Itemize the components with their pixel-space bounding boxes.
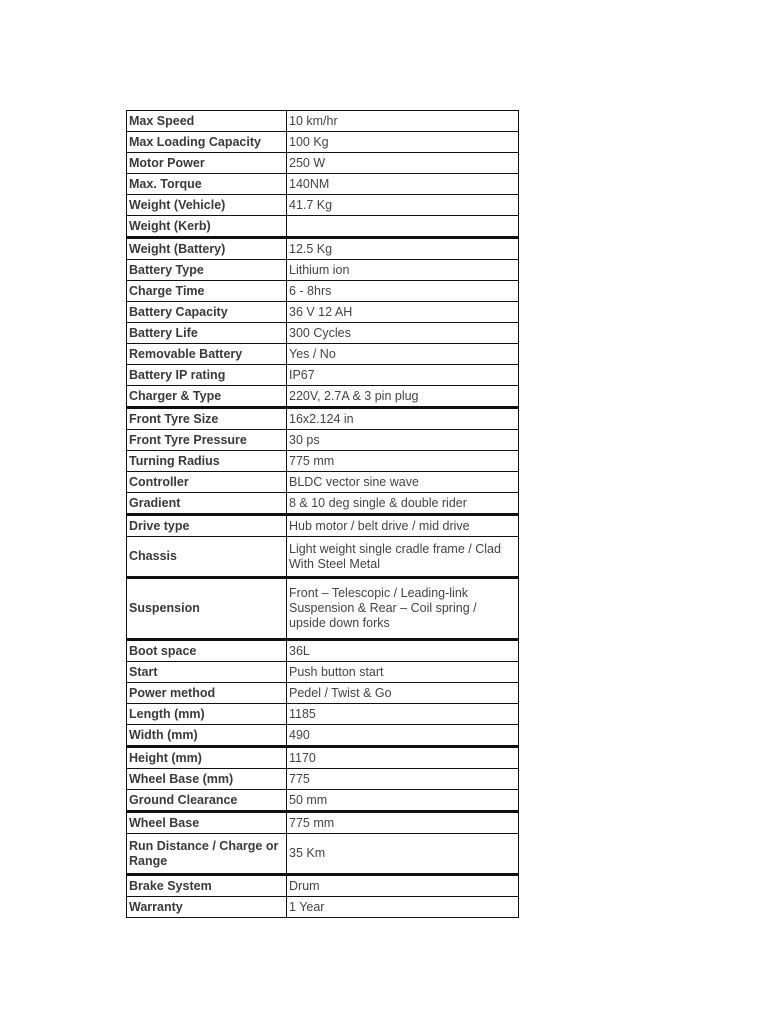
spec-value: 140NM — [287, 174, 519, 195]
table-row — [127, 386, 519, 408]
spec-label: Turning Radius — [127, 451, 287, 472]
spec-label: Drive type — [127, 515, 287, 537]
table-row — [127, 281, 519, 302]
spec-value: 50 mm — [287, 790, 519, 812]
spec-value: 100 Kg — [287, 132, 519, 153]
spec-value: Pedel / Twist & Go — [287, 683, 519, 704]
spec-value: 12.5 Kg — [287, 238, 519, 260]
table-row — [127, 834, 519, 875]
spec-label: Weight (Kerb) — [127, 216, 287, 238]
spec-value: 1 Year — [287, 897, 519, 918]
spec-value: 1185 — [287, 704, 519, 725]
spec-label: Start — [127, 662, 287, 683]
spec-label: Gradient — [127, 493, 287, 515]
spec-label: Weight (Vehicle) — [127, 195, 287, 216]
table-row — [127, 537, 519, 578]
table-row — [127, 812, 519, 834]
table-row — [127, 430, 519, 451]
spec-label: Max Speed — [127, 111, 287, 132]
spec-value — [287, 216, 519, 238]
table-row — [127, 578, 519, 640]
spec-label: Ground Clearance — [127, 790, 287, 812]
table-row — [127, 302, 519, 323]
spec-label: Battery Capacity — [127, 302, 287, 323]
spec-label: Front Tyre Size — [127, 408, 287, 430]
spec-value: 30 ps — [287, 430, 519, 451]
spec-label: Wheel Base — [127, 812, 287, 834]
table-row — [127, 260, 519, 281]
table-row — [127, 195, 519, 216]
spec-value: BLDC vector sine wave — [287, 472, 519, 493]
spec-value: 10 km/hr — [287, 111, 519, 132]
spec-value: 36L — [287, 640, 519, 662]
table-row — [127, 408, 519, 430]
spec-value: 220V, 2.7A & 3 pin plug — [287, 386, 519, 408]
spec-label: Charger & Type — [127, 386, 287, 408]
spec-label: Suspension — [127, 578, 287, 640]
spec-value: 16x2.124 in — [287, 408, 519, 430]
spec-value: Yes / No — [287, 344, 519, 365]
spec-table — [126, 110, 519, 918]
spec-label: Power method — [127, 683, 287, 704]
table-row — [127, 897, 519, 918]
table-row — [127, 790, 519, 812]
spec-label: Length (mm) — [127, 704, 287, 725]
spec-label: Brake System — [127, 875, 287, 897]
spec-value: 775 mm — [287, 451, 519, 472]
spec-label: Weight (Battery) — [127, 238, 287, 260]
table-row — [127, 111, 519, 132]
spec-value: 250 W — [287, 153, 519, 174]
table-row — [127, 515, 519, 537]
spec-value: 8 & 10 deg single & double rider — [287, 493, 519, 515]
table-row — [127, 875, 519, 897]
spec-label: Max. Torque — [127, 174, 287, 195]
table-row — [127, 238, 519, 260]
table-row — [127, 451, 519, 472]
table-row — [127, 323, 519, 344]
spec-label: Charge Time — [127, 281, 287, 302]
table-row — [127, 640, 519, 662]
spec-value: Hub motor / belt drive / mid drive — [287, 515, 519, 537]
spec-value: Front – Telescopic / Leading-link Suspension & Rear – Coil spring / upside down forks — [287, 578, 519, 640]
table-row — [127, 472, 519, 493]
spec-label: Boot space — [127, 640, 287, 662]
spec-label: Max Loading Capacity — [127, 132, 287, 153]
table-row — [127, 747, 519, 769]
spec-value: 490 — [287, 725, 519, 747]
spec-label: Wheel Base (mm) — [127, 769, 287, 790]
spec-label: Battery IP rating — [127, 365, 287, 386]
spec-value: Light weight single cradle frame / Clad With Steel Metal — [287, 537, 519, 578]
spec-table-body — [127, 111, 519, 918]
table-row — [127, 132, 519, 153]
table-row — [127, 769, 519, 790]
table-row — [127, 216, 519, 238]
spec-value: 41.7 Kg — [287, 195, 519, 216]
spec-value: 1170 — [287, 747, 519, 769]
spec-label: Motor Power — [127, 153, 287, 174]
table-row — [127, 704, 519, 725]
spec-value: 300 Cycles — [287, 323, 519, 344]
spec-label: Removable Battery — [127, 344, 287, 365]
spec-label: Width (mm) — [127, 725, 287, 747]
spec-label: Battery Type — [127, 260, 287, 281]
spec-value: Push button start — [287, 662, 519, 683]
table-row — [127, 683, 519, 704]
spec-value: Lithium ion — [287, 260, 519, 281]
spec-value: 775 — [287, 769, 519, 790]
spec-label: Chassis — [127, 537, 287, 578]
spec-label: Controller — [127, 472, 287, 493]
table-row — [127, 344, 519, 365]
spec-value: IP67 — [287, 365, 519, 386]
spec-label: Height (mm) — [127, 747, 287, 769]
table-row — [127, 153, 519, 174]
spec-label: Run Distance / Charge or Range — [127, 834, 287, 875]
table-row — [127, 662, 519, 683]
table-row — [127, 174, 519, 195]
spec-value: 35 Km — [287, 834, 519, 875]
spec-value: 775 mm — [287, 812, 519, 834]
spec-label: Battery Life — [127, 323, 287, 344]
spec-value: 36 V 12 AH — [287, 302, 519, 323]
spec-label: Warranty — [127, 897, 287, 918]
spec-value: 6 - 8hrs — [287, 281, 519, 302]
table-row — [127, 365, 519, 386]
table-row — [127, 493, 519, 515]
spec-value: Drum — [287, 875, 519, 897]
spec-label: Front Tyre Pressure — [127, 430, 287, 451]
table-row — [127, 725, 519, 747]
